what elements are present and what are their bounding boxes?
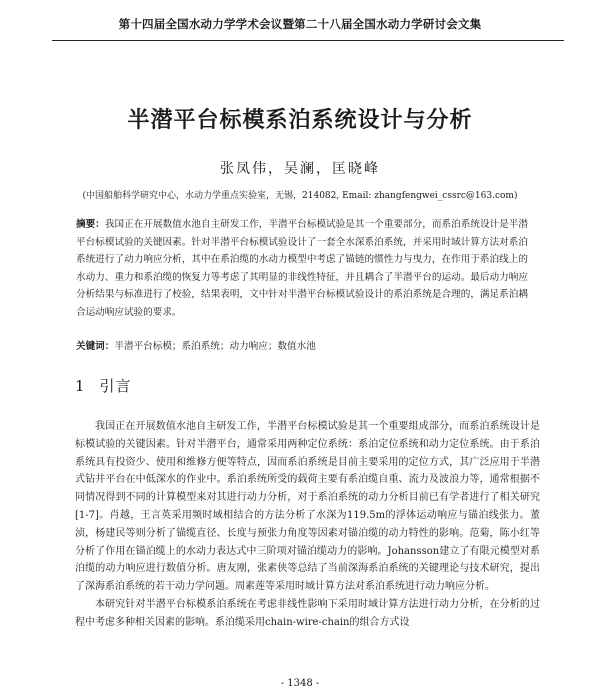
paper-authors: 张凤伟，吴澜，匡晓峰 <box>220 161 380 177</box>
keywords-label: 关键词： <box>76 341 115 352</box>
section-number: 1 <box>75 377 86 395</box>
paper-affiliation: (中国船舶科学研究中心，水动力学重点实验室，无锡，214082, Email: zhangfengwei_cssrc@163.com) <box>82 191 518 201</box>
keywords <box>76 338 528 355</box>
section-title: 引言 <box>99 377 132 395</box>
abstract-text: 我国正在开展数值水池自主研发工作，半潜平台标模试验是其一个重要部分，而系泊系统设计是半潜平台标模试验的关键因素。针对半潜平台标模试验设计了一套全水深系泊系统，并采用时域计算方法对系泊系统进行了动力响应分析，其中在系泊缆的水动力模型中考虑了锚链的惯性力与曳力，在作用于系泊线上的水动力、重力和系泊缆的恢复力等考虑了其明显的非线性特征，并且耦合了半潜平台的运动。最后动力响应分析结果与标准进行了校验，结果表明，文中针对半潜平台标模试验设计的系泊系统是合理的，满足系泊耦合运动响应试验的要求。 <box>76 219 529 318</box>
running-header: 第十四届全国水动力学学术会议暨第二十八届全国水动力学研讨会文集 <box>118 17 482 31</box>
page-number: - 1348 - <box>280 678 320 689</box>
section-heading <box>75 375 132 396</box>
abstract-label: 摘要： <box>76 219 105 230</box>
body-text <box>75 418 540 632</box>
paper-title: 半潜平台标模系泊系统设计与分析 <box>127 108 473 133</box>
keywords-text: 半潜平台标模；系泊系统；动力响应；数值水池 <box>114 341 316 352</box>
header-rule <box>52 40 564 41</box>
abstract <box>76 216 528 322</box>
body-paragraph: 我国正在开展数值水池自主研发工作，半潜平台标模试验是其一个重要组成部分，而系泊系统设计是标模试验的关键因素。针对半潜平台，通常采用两种定位系统：系泊定位系统和动力定位系统。由于系泊系统具有投资少、使用和维修方便等特点，因而系泊系统是目前主要采用的定位方式，其广泛应用于半潜式钻井平台在中低深水的作业中。系泊系统所受的载荷主要有系泊缆自重、流力及波浪力等，通常根据不同情况得到不同的计算模型来对其进行动力分析，对于系泊系统的动力分析目前已有学者进行了相关研究[1-7]。肖越，王言英采用频时域相结合的方法分析了水深为119.5m的浮体运动响应与锚泊线张力。董浈，杨建民等则分析了锚缆直径、长度与预张力角度等因素对锚泊缆的动力特性的影响。范菊，陈小红等分析了作用在锚泊缆上的水动力表达式中三阶项对锚泊缆动力的影响。Johansson建立了有限元模型对系泊缆的动力响应进行数值分析。唐友刚，张素侠等总结了当前深海系泊系统的关键理论与技术研究，提出了深海系泊系统的若干动力学问题。周素莲等采用时域计算方法对系泊系统进行动力响应分析。 <box>75 421 540 593</box>
body-paragraph: 本研究针对半潜平台标模系泊系统在考虑非线性影响下采用时域计算方法进行动力分析，在分析的过程中考虑多种相关因素的影响。系泊缆采用chain-wire-chain的组合方式设 <box>75 598 540 628</box>
